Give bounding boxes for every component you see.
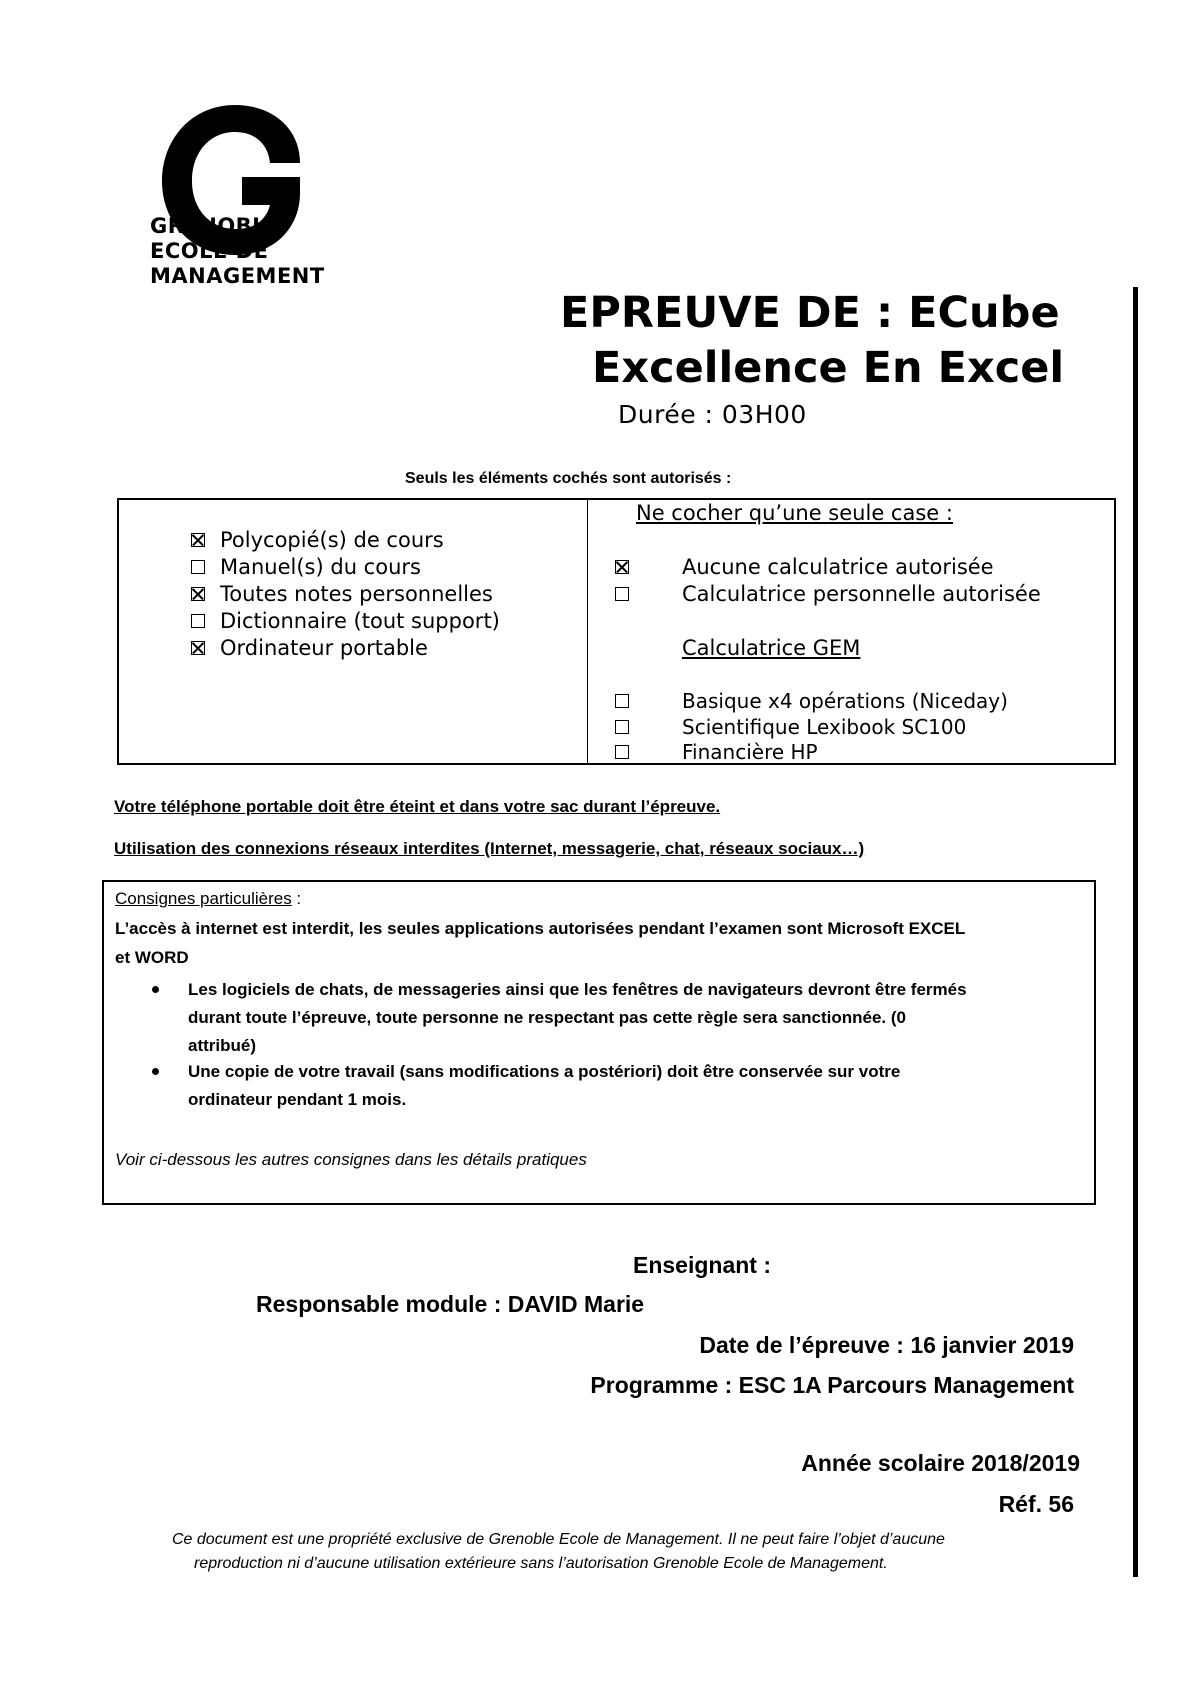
instructions-bullet-line: attribué) [188,1036,256,1055]
item-label: Dictionnaire (tout support) [220,609,500,633]
instructions-line: et WORD [115,948,189,967]
table-divider [587,498,588,765]
instructions-bullet-line: durant toute l’épreuve, toute personne ne respectant pas cette règle sera sanctionnée. (0 [188,1008,906,1027]
logo-line: GRENOBLE [150,214,281,238]
item-label: Manuel(s) du cours [220,555,421,579]
checkbox-personal-notes[interactable] [191,587,205,601]
exam-date: Date de l’épreuve : 16 janvier 2019 [699,1332,1074,1358]
program: Programme : ESC 1A Parcours Management [590,1372,1074,1398]
instructions-bullet-line: Une copie de votre travail (sans modifications a postériori) doit être conservée sur votre [188,1062,901,1081]
item-label: Basique x4 opérations (Niceday) [682,689,1008,713]
copyright-line: reproduction ni d’aucune utilisation extérieure sans l’autorisation Grenoble Ecole de Management. [194,1555,888,1572]
item-label: Financière HP [682,740,818,764]
checkbox-course-manual[interactable] [191,560,205,574]
instructions-note: Voir ci-dessous les autres consignes dans les détails pratiques [115,1150,587,1169]
checkbox-no-calculator[interactable] [615,560,629,574]
instructions-bullet-line: Les logiciels de chats, de messageries ainsi que les fenêtres de navigateurs devront être fermés [188,980,967,999]
checkbox-dictionary[interactable] [191,614,205,628]
checkbox-scientific-calculator[interactable] [615,720,629,734]
phone-notice: Votre téléphone portable doit être éteint et dans votre sac durant l’épreuve. [114,797,721,816]
exam-duration: Durée : 03H00 [618,400,807,429]
network-notice: Utilisation des connexions réseaux interdites (Internet, messagerie, chat, réseaux sociaux…) [114,839,865,858]
item-label: Calculatrice personnelle autorisée [682,582,1041,606]
bullet-icon [152,1068,159,1075]
instructions-colon: : [291,889,302,908]
checkbox-laptop[interactable] [191,641,205,655]
checkbox-basic-calculator[interactable] [615,694,629,708]
teacher-label: Enseignant : [633,1252,772,1278]
item-label: Ordinateur portable [220,636,428,660]
allowed-heading: Seuls les éléments cochés sont autorisés : [405,470,732,487]
instructions-title-row [115,889,301,909]
checkbox-financial-calculator[interactable] [615,745,629,759]
item-label: Polycopié(s) de cours [220,528,444,552]
checkbox-handouts[interactable] [191,533,205,547]
instructions-bullet-line: ordinateur pendant 1 mois. [188,1090,407,1109]
gem-calculator-heading: Calculatrice GEM [682,636,861,660]
logo-line: MANAGEMENT [150,264,325,288]
reference-number: Réf. 56 [998,1491,1074,1517]
bullet-icon [152,986,159,993]
item-label: Aucune calculatrice autorisée [682,555,994,579]
item-label: Toutes notes personnelles [220,582,493,606]
copyright-line: Ce document est une propriété exclusive de Grenoble Ecole de Management. Il ne peut faire l’objet d’aucune [172,1531,945,1548]
calculator-heading: Ne cocher qu’une seule case : [636,501,953,525]
logo-wordmark [150,214,325,289]
vertical-rule [1133,287,1138,1577]
school-year: Année scolaire 2018/2019 [801,1450,1080,1476]
module-lead: Responsable module : DAVID Marie [256,1291,645,1317]
instructions-line: L’accès à internet est interdit, les seules applications autorisées pendant l’examen sont Microsoft EXCEL [115,919,966,938]
checkbox-personal-calculator[interactable] [615,587,629,601]
instructions-title: Consignes particulières [115,889,292,908]
exam-subtitle: Excellence En Excel [592,343,1065,393]
exam-title: EPREUVE DE : ECube [560,288,1060,338]
item-label: Scientifique Lexibook SC100 [682,715,967,739]
logo-line: ECOLE DE [150,239,269,263]
